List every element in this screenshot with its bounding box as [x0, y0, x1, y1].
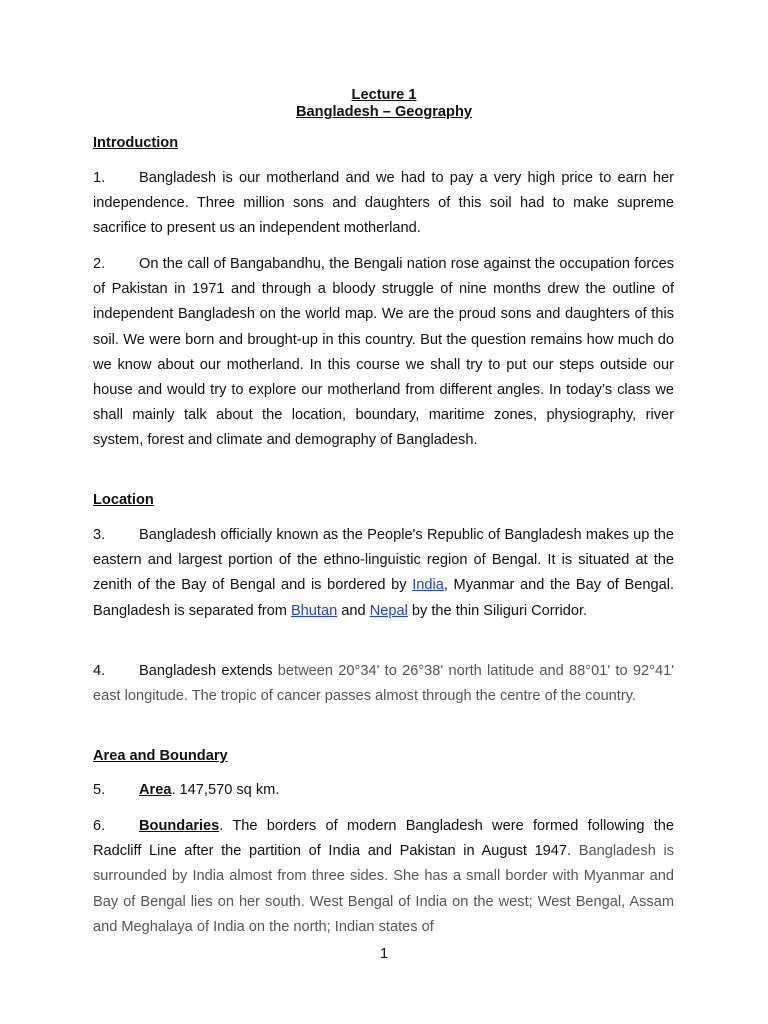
paragraph-text-grey: between 20°34' to 26°38' north latitude and 88°01' to 92°41' east longitude. The tropic of cancer passes almost through the centre of the country. — [93, 663, 674, 705]
paragraph-number: 3. — [93, 527, 106, 543]
link-bhutan[interactable]: Bhutan — [290, 602, 338, 619]
paragraph-5 — [93, 778, 674, 803]
paragraph-3 — [93, 523, 674, 624]
paragraph-number: 6. — [93, 818, 106, 834]
lecture-title: Lecture 1 — [351, 87, 417, 103]
paragraph-number: 5. — [93, 782, 106, 798]
paragraph-text: , Myanmar and the Bay of Bengal. Bangladesh is separated from — [93, 577, 674, 619]
paragraph-number: 2. — [93, 256, 106, 272]
paragraph-text: Bangladesh officially known as the People's Republic of Bangladesh makes up the eastern and largest portion of the ethno-linguistic region of Bengal. It is situated at the zenith of the Bay of Bengal and is bordered by — [93, 527, 674, 594]
paragraph-2 — [93, 252, 674, 454]
paragraph-text: by the thin Siliguri Corridor. — [407, 602, 588, 619]
paragraph-number: 4. — [93, 663, 106, 679]
page-number: 1 — [379, 946, 389, 962]
paragraph-text-grey: Bangladesh is surrounded by India almost from three sides. She has a small border with Myanmar and Bay of Bengal lies on her south. West Bengal of India on the west; West Bengal, Assam and Meghalaya of India on the north; Indian states of — [93, 843, 675, 935]
paragraph-6 — [93, 814, 674, 940]
heading-area-boundary: Area and Boundary — [93, 748, 228, 764]
lecture-subtitle: Bangladesh – Geography — [296, 104, 472, 120]
paragraph-text: . 147,570 sq km. — [171, 782, 280, 798]
boundaries-label: Boundaries — [139, 818, 220, 834]
paragraph-4 — [93, 659, 674, 709]
paragraph-text: On the call of Bangabandhu, the Bengali nation rose against the occupation forces of Pakistan in 1971 and through a bloody struggle of nine months drew the outline of independent Bangladesh on the world map. We are the proud sons and daughters of this soil. We were born and brought-up in this country. But the question remains how much do we know about our motherland. In this course we shall try to put our steps outside our house and would try to explore our motherland from different angles. In today’s class we shall mainly talk about the location, boundary, maritime zones, physiography, river system, forest and climate and demography of Bangladesh. — [93, 256, 674, 449]
paragraph-number: 1. — [93, 170, 106, 186]
paragraph-text: Bangladesh extends — [139, 663, 278, 679]
heading-location: Location — [93, 492, 154, 508]
paragraph-text: and — [337, 602, 370, 619]
paragraph-text: Bangladesh is our motherland and we had to pay a very high price to earn her independence. Three million sons and daughters of this soil had to make supreme sacrifice to present us an independent motherland. — [93, 170, 674, 237]
paragraph-1 — [93, 166, 674, 242]
title-block — [0, 87, 768, 121]
link-india[interactable]: India — [412, 577, 444, 594]
area-label: Area — [139, 782, 172, 798]
link-nepal[interactable]: Nepal — [369, 602, 408, 619]
paragraph-text: . The borders of modern Bangladesh were formed following the Radcliff Line after the partition of India and Pakistan in August 1947. — [93, 818, 674, 860]
heading-introduction: Introduction — [93, 135, 179, 151]
